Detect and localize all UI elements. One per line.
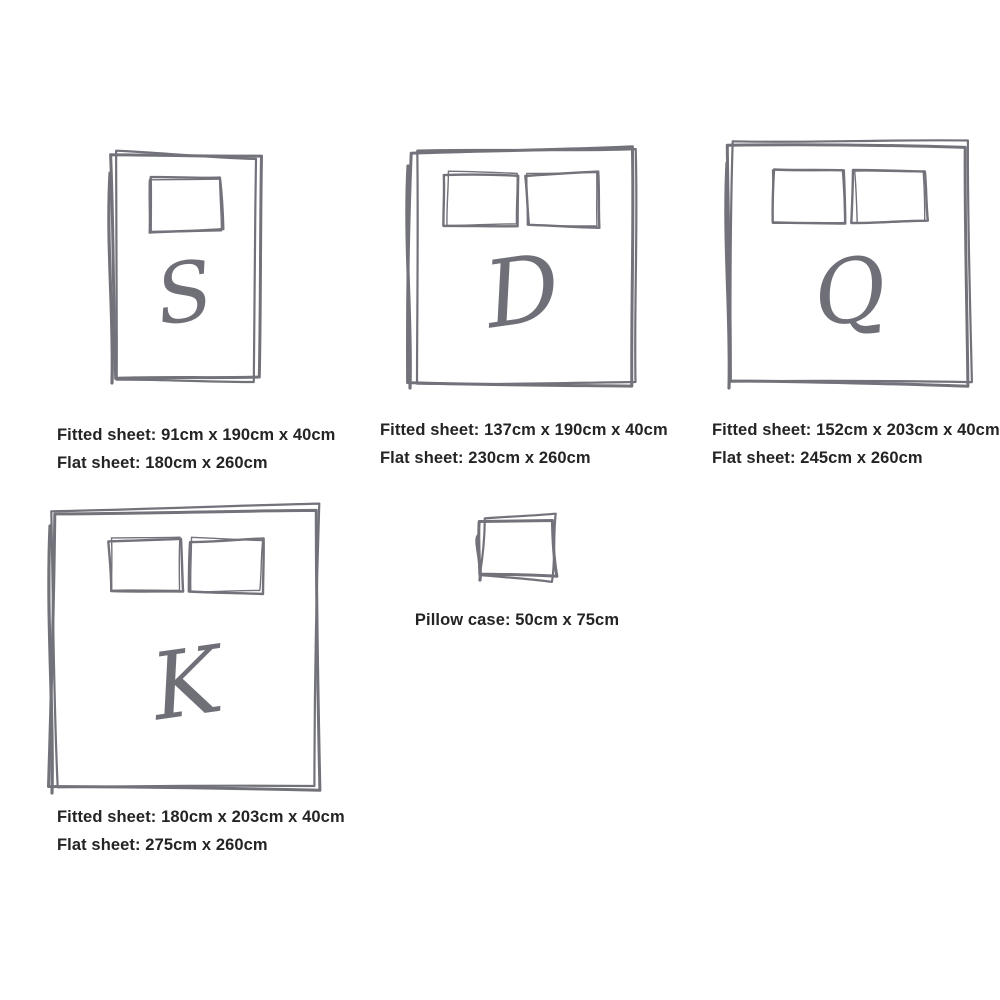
size-caption-king [57,803,345,859]
size-caption-queen [712,416,1000,472]
fitted-sheet-size-queen: Fitted sheet: 152cm x 203cm x 40cm [712,421,1000,439]
fitted-sheet-size-double: Fitted sheet: 137cm x 190cm x 40cm [380,421,668,439]
bed-single-illustration [103,148,267,388]
bed-sketch-queen [720,138,978,393]
bed-letter-double: D [478,233,567,350]
pillowcase-illustration [472,512,562,584]
flat-sheet-size-double: Flat sheet: 230cm x 260cm [380,449,591,467]
size-caption-single [57,421,335,477]
flat-sheet-size-king: Flat sheet: 275cm x 260cm [57,836,268,854]
fitted-sheet-size-king: Fitted sheet: 180cm x 203cm x 40cm [57,808,345,826]
bed-queen-illustration [720,138,978,393]
fitted-sheet-size-single: Fitted sheet: 91cm x 190cm x 40cm [57,426,336,444]
bed-letter-king: K [145,625,229,742]
size-caption-double [380,416,668,472]
flat-sheet-size-single: Flat sheet: 180cm x 260cm [57,454,268,472]
bed-letter-queen: Q [807,235,893,348]
bed-double-illustration [401,141,643,393]
pillowcase-sketch [472,512,562,584]
bed-king-illustration [43,501,328,798]
bed-sketch-double [401,141,643,393]
bed-sketch-king [43,501,328,798]
bed-sketch-single [103,148,267,388]
flat-sheet-size-queen: Flat sheet: 245cm x 260cm [712,449,923,467]
pillowcase-size: Pillow case: 50cm x 75cm [414,611,620,629]
size-caption-pillowcase [387,606,647,634]
bed-letter-single: S [150,242,219,345]
